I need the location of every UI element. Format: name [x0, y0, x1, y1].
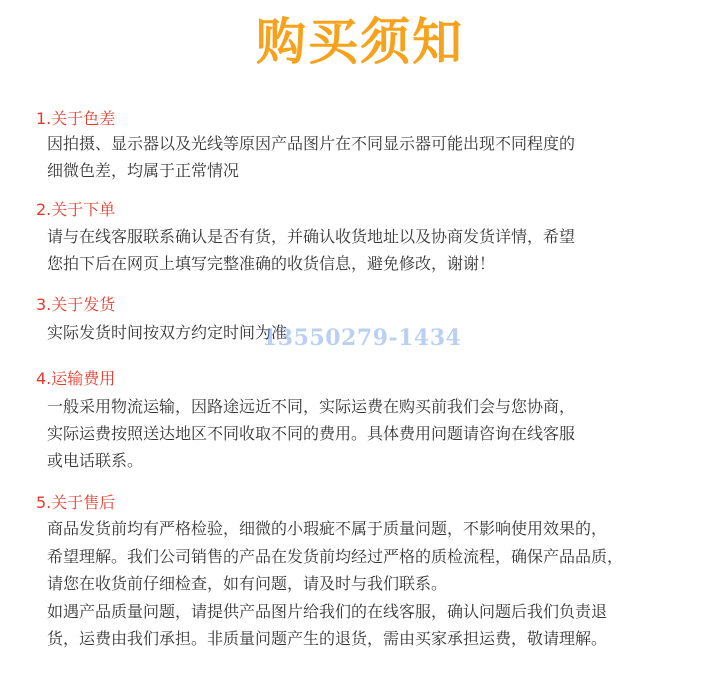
section-text-line: 您拍下后在网页上填写完整准确的收货信息，避免修改，谢谢！ [47, 254, 496, 273]
section-text-line: 货，运费由我们承担。非质量问题产生的退货，需由买家承担运费，敬请理解。 [47, 629, 608, 648]
page-title: 购买须知 [256, 13, 464, 71]
section-text-line: 如遇产品质量问题，请提供产品图片给我们的在线客服，确认问题后我们负责退 [47, 602, 608, 621]
section-text-line: 一般采用物流运输，因路途远近不同，实际运费在购买前我们会与您协商， [47, 397, 576, 416]
section-heading-shipping: 3.关于发货 [36, 295, 116, 314]
section-heading-ordering: 2.关于下单 [36, 200, 116, 219]
section-text-line: 商品发货前均有严格检验，细微的小瑕疵不属于质量问题，不影响使用效果的， [47, 519, 608, 538]
section-text-line: 请您在收货前仔细检查，如有问题，请及时与我们联系。 [47, 574, 448, 593]
section-heading-color-difference: 1.关于色差 [36, 109, 116, 128]
section-text-line: 因拍摄、显示器以及光线等原因产品图片在不同显示器可能出现不同程度的 [47, 134, 576, 153]
section-text-line: 实际运费按照送达地区不同收取不同的费用。具体费用问题请咨询在线客服 [47, 424, 576, 443]
phone-number-watermark: 13550279-1434 [262, 325, 462, 351]
section-text-line: 实际发货时间按双方约定时间为准 [47, 323, 288, 342]
section-text-line: 请与在线客服联系确认是否有货，并确认收货地址以及协商发货详情，希望 [47, 227, 576, 246]
section-text-line: 或电话联系。 [47, 451, 144, 470]
section-text-line: 希望理解。我们公司销售的产品在发货前均经过严格的质检流程，确保产品品质， [47, 547, 624, 566]
section-heading-after-sales: 5.关于售后 [36, 493, 116, 512]
section-text-line: 细微色差，均属于正常情况 [47, 161, 240, 180]
section-heading-transport-cost: 4.运输费用 [36, 369, 116, 388]
